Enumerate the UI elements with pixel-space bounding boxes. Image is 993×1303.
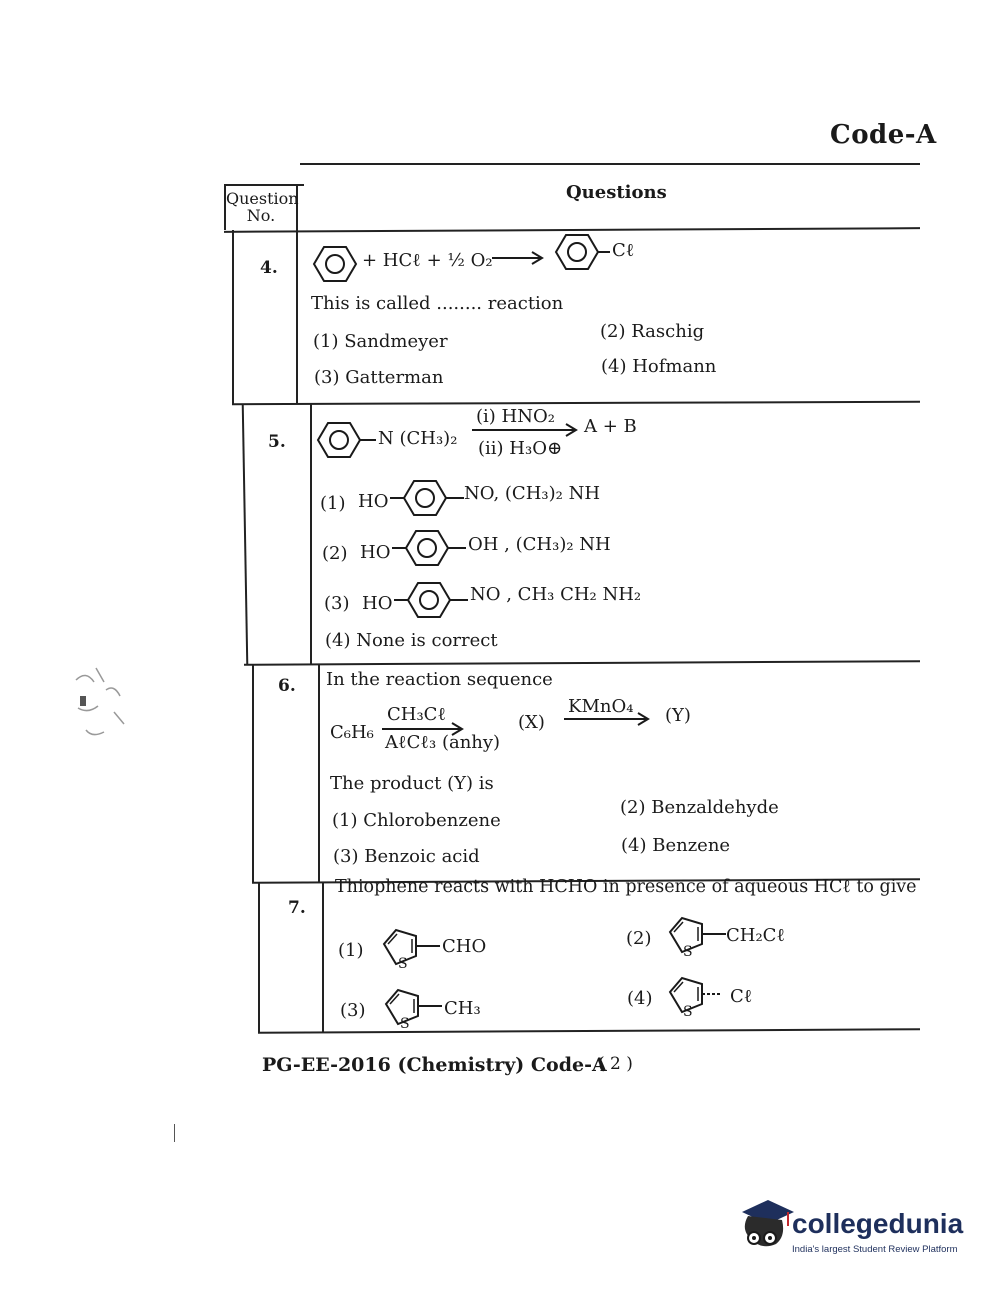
reaction-arrow-icon	[470, 422, 580, 438]
thiophene-ring-icon	[660, 974, 730, 1022]
thiophene-sulfur: S	[683, 944, 693, 960]
q7-option-2-label: (2)	[626, 928, 652, 949]
benzene-ring-icon	[310, 244, 360, 284]
benzene-ring-icon	[392, 528, 468, 568]
column-divider-q5	[310, 404, 312, 664]
q5-option-1-right: NO, (CH₃)₂ NH	[464, 483, 601, 504]
benzene-ring-icon	[390, 478, 466, 518]
paper-footer: PG-EE-2016 (Chemistry) Code-A	[262, 1054, 607, 1076]
q7-option-4-substituent: Cℓ	[730, 986, 753, 1007]
q5-option-2-right: OH , (CH₃)₂ NH	[468, 534, 611, 555]
table-top-rule-left	[224, 184, 304, 186]
q5-option-3-label: (3)	[324, 593, 350, 614]
q4-option-3: (3) Gatterman	[314, 367, 444, 388]
q5-option-4: (4) None is correct	[325, 630, 498, 651]
q6-final-product: (Y)	[665, 705, 691, 726]
q6-reagent1-bottom: AℓCℓ₃ (anhy)	[385, 732, 501, 753]
q6-intermediate: (X)	[518, 712, 545, 733]
q6-start-compound: C₆H₆	[330, 722, 374, 743]
q5-option-1-left: HO	[358, 491, 389, 512]
thiophene-sulfur: S	[398, 956, 408, 972]
header-qno-line2: No.	[246, 206, 276, 225]
reaction-arrow-icon	[562, 712, 652, 726]
q5-option-2-label: (2)	[322, 543, 348, 564]
thiophene-ring-icon	[660, 914, 730, 962]
row-rule-q7	[258, 1028, 920, 1033]
table-left-rule-q7	[258, 882, 260, 1032]
q6-option-1: (1) Chlorobenzene	[332, 810, 501, 831]
table-left-rule-q6	[252, 664, 254, 882]
q4-reactants: + HCℓ + ½ O₂	[362, 250, 493, 271]
q4-option-4: (4) Hofmann	[601, 356, 717, 377]
exam-code-label: Code-A	[830, 120, 937, 150]
reaction-arrow-icon	[490, 248, 546, 268]
q5-reagent-step1: (i) HNO₂	[476, 406, 555, 427]
column-divider-upper	[296, 186, 298, 404]
q4-option-1: (1) Sandmeyer	[313, 331, 448, 352]
q7-option-1-label: (1)	[338, 940, 364, 961]
q7-stem: Thiophene reacts with HCHO in presence of aqueous HCℓ to give	[335, 877, 917, 897]
q7-option-2-substituent: CH₂Cℓ	[726, 925, 786, 946]
q7-option-3-substituent: CH₃	[444, 998, 481, 1019]
margin-tick	[174, 1124, 175, 1142]
q7-option-3-label: (3)	[340, 1000, 366, 1021]
q7-option-4-label: (4)	[627, 988, 653, 1009]
chlorobenzene-ring-icon	[552, 232, 612, 272]
header-question-no	[226, 189, 299, 225]
q5-products: A + B	[584, 416, 637, 437]
q7-option-1-substituent: CHO	[442, 936, 487, 957]
q5-reactant-substituent: N (CH₃)₂	[378, 428, 458, 449]
q5-option-3-right: NO , CH₃ CH₂ NH₂	[470, 584, 642, 605]
collegedunia-tagline: India's largest Student Review Platform	[792, 1244, 958, 1255]
q4-option-2: (2) Raschig	[600, 321, 705, 342]
q6-reagent1-top: CH₃Cℓ	[387, 704, 447, 725]
q5-option-2-left: HO	[360, 542, 391, 563]
benzene-ring-icon	[394, 580, 470, 620]
table-top-rule-right	[300, 163, 920, 165]
question-number: 4.	[260, 258, 278, 278]
question-number: 5.	[268, 432, 286, 452]
page-number: ( 2 )	[598, 1054, 633, 1074]
q6-question: The product (Y) is	[330, 773, 494, 794]
q6-option-4: (4) Benzene	[621, 835, 731, 856]
thiophene-sulfur: S	[683, 1004, 693, 1020]
margin-stamp-marks	[66, 660, 138, 756]
thiophene-ring-icon	[376, 986, 446, 1034]
collegedunia-mascot-logo	[738, 1196, 794, 1256]
thiophene-ring-icon	[374, 926, 444, 974]
q6-reagent2-top: KMnO₄	[568, 696, 634, 717]
header-qno-line1: Question	[226, 189, 299, 208]
column-divider-q6	[318, 664, 320, 882]
q6-option-3: (3) Benzoic acid	[333, 846, 480, 867]
q5-reagent-step2: (ii) H₃O⊕	[478, 438, 563, 459]
q5-option-1-label: (1)	[320, 493, 346, 514]
q5-option-3-left: HO	[362, 593, 393, 614]
table-left-rule-q4	[232, 230, 234, 404]
question-number: 6.	[278, 676, 296, 696]
q4-product-substituent: Cℓ	[612, 240, 635, 261]
header-questions: Questions	[566, 182, 667, 203]
benzene-ring-icon	[314, 420, 378, 460]
question-number: 7.	[288, 898, 306, 918]
thiophene-sulfur: S	[400, 1016, 410, 1032]
collegedunia-wordmark: collegedunia	[792, 1208, 964, 1239]
q6-stem: In the reaction sequence	[326, 669, 553, 690]
column-divider-q7	[322, 882, 324, 1032]
q4-stem: This is called ........ reaction	[311, 293, 564, 314]
q6-option-2: (2) Benzaldehyde	[620, 797, 779, 818]
